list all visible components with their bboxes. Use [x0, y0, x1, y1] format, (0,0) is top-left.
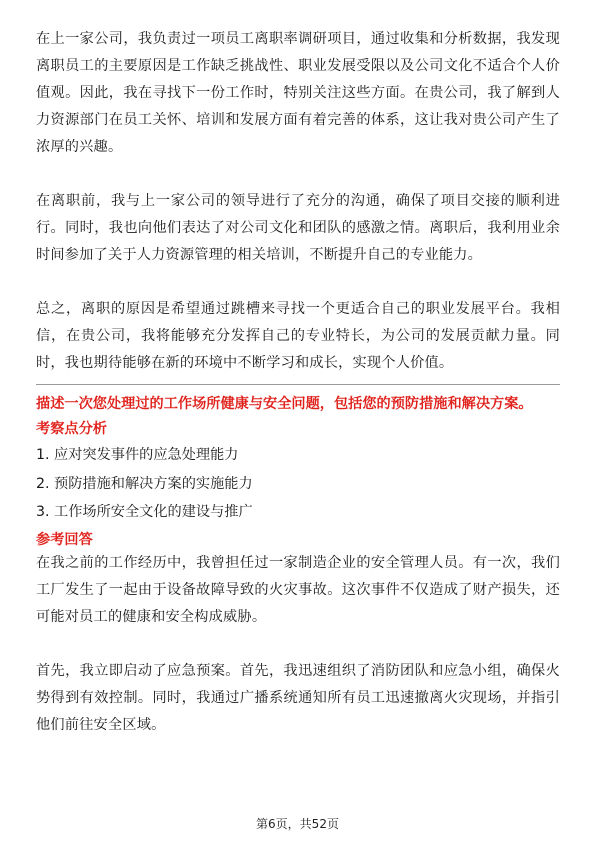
intro-paragraph-1: 在上一家公司，我负责过一项员工离职率调研项目，通过收集和分析数据，我发现离职员工的主要原因是工作缺乏挑战性、职业发展受限以及公司文化不适合个人价值观。因此，我在寻找下一份工作时，特别关注这些方面。在贵公司，我了解到人力资源部门在员工关怀、培训和发展方面有着完善的体系，这让我对贵公司产生了浓厚的兴趣。 — [36, 31, 560, 155]
intro-paragraph-2: 在离职前，我与上一家公司的领导进行了充分的沟通，确保了项目交接的顺利进行。同时，我也向他们表达了对公司文化和团队的感激之情。离职后，我利用业余时间参加了关于人力资源管理的相关培训，不断提升自己的专业能力。 — [36, 193, 560, 263]
section-divider — [36, 384, 560, 385]
analysis-title: 考察点分析 — [36, 421, 107, 437]
page-number-footer: 第6页，共52页 — [256, 817, 339, 831]
analysis-point-2: 2. 预防措施和解决方案的实施能力 — [36, 475, 253, 492]
answer-body — [36, 550, 560, 739]
analysis-point-3: 3. 工作场所安全文化的建设与推广 — [36, 504, 253, 520]
answer-title: 参考回答 — [36, 531, 93, 548]
answer-paragraph-1: 在我之前的工作经历中，我曾担任过一家制造企业的安全管理人员。有一次，我们工厂发生了一起由于设备故障导致的火灾事故。这次事件不仅造成了财产损失，还可能对员工的健康和安全构成威胁。 — [36, 554, 560, 625]
analysis-points-list — [36, 443, 560, 525]
answer-paragraph-2: 首先，我立即启动了应急预案。首先，我迅速组织了消防团队和应急小组，确保火势得到有效控制。同时，我通过广播系统通知所有员工迅速撤离火灾现场，并指引他们前往安全区域。 — [36, 662, 560, 733]
intro-paragraph-3: 总之，离职的原因是希望通过跳槽来寻找一个更适合自己的职业发展平台。我相信，在贵公司，我将能够充分发挥自己的专业特长，为公司的发展贡献力量。同时，我也期待能够在新的环境中不断学习和成长，实现个人价值。 — [36, 301, 560, 371]
analysis-point-1: 1. 应对突发事件的应急处理能力 — [36, 447, 239, 463]
interview-question: 描述一次您处理过的工作场所健康与安全问题，包括您的预防措施和解决方案。 — [36, 396, 533, 412]
document-page — [36, 26, 560, 739]
